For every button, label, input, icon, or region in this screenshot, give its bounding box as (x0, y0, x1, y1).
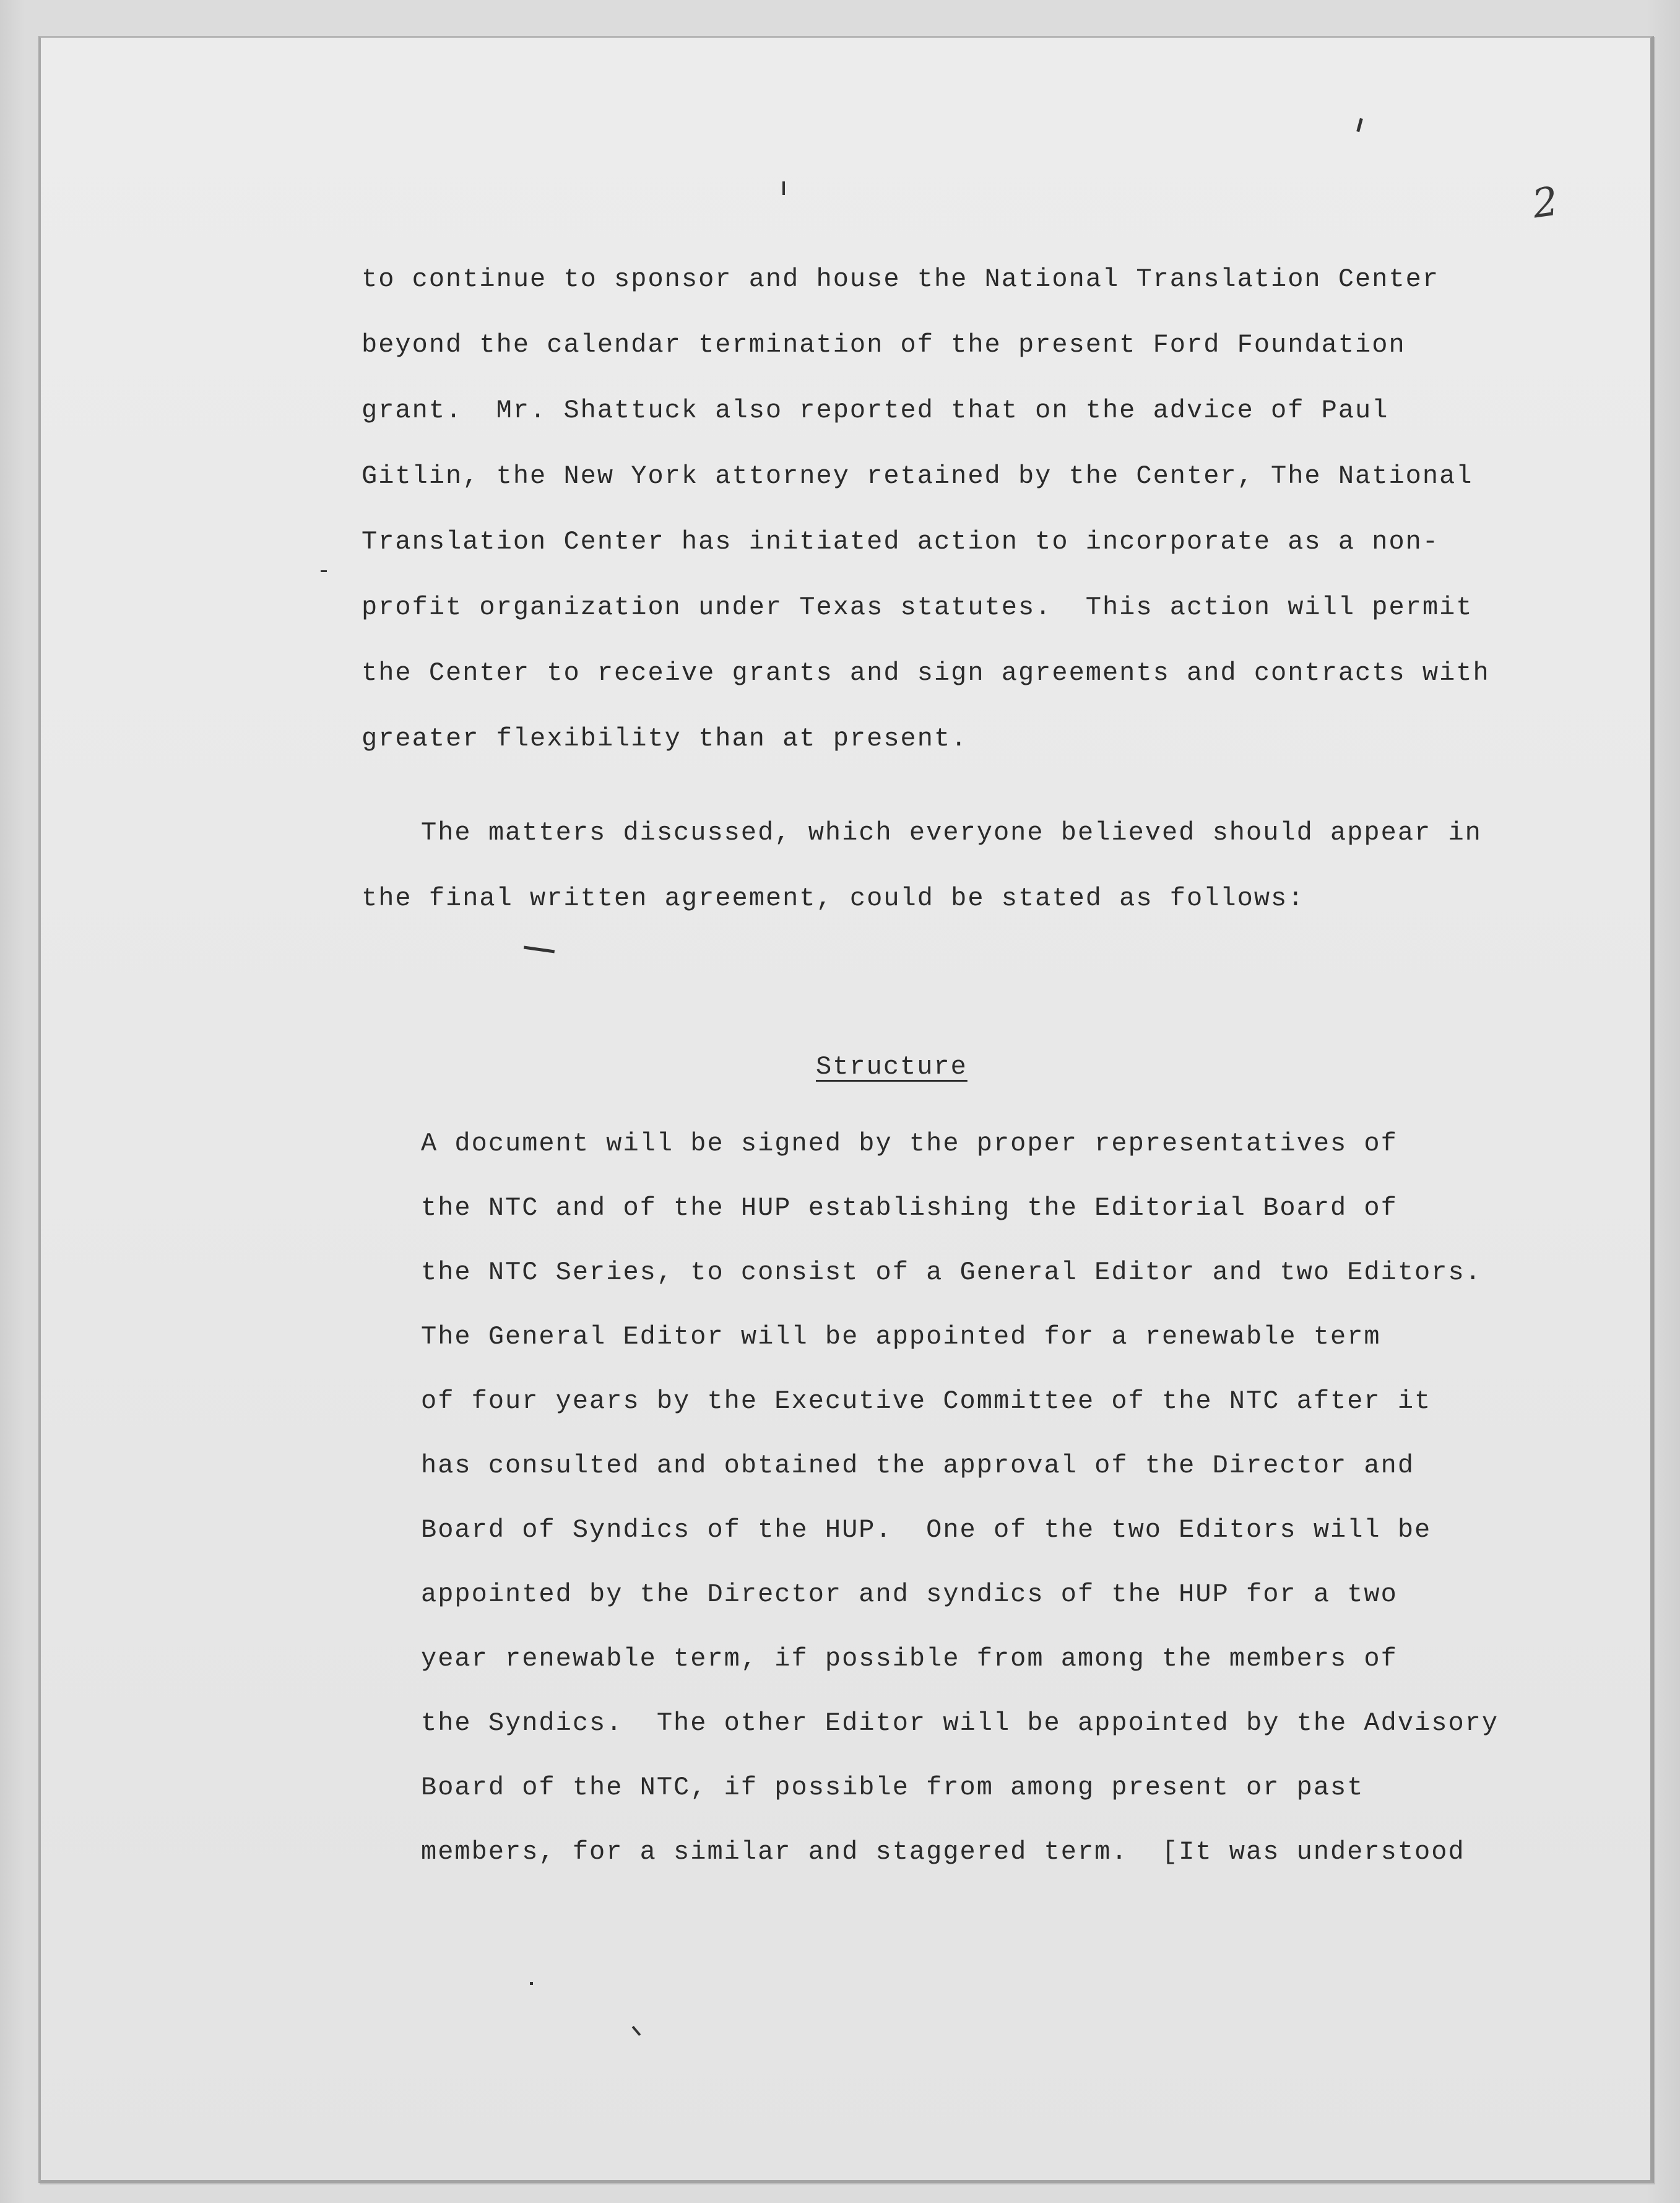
scan-mark (632, 2026, 641, 2036)
text-line: Gitlin, the New York attorney retained by the Center, The National (362, 461, 1473, 491)
text-line: Translation Center has initiated action to incorporate as a non- (362, 527, 1440, 557)
scan-mark (321, 570, 327, 572)
text-line: of four years by the Executive Committee of the NTC after it (421, 1386, 1432, 1416)
text-line: has consulted and obtained the approval of the Director and (421, 1451, 1415, 1480)
document-page (38, 36, 1654, 2183)
scan-mark (782, 181, 785, 195)
text-line: the final written agreement, could be stated as follows: (362, 884, 1305, 913)
text-line: appointed by the Director and syndics of the HUP for a two (421, 1579, 1398, 1609)
page-number: 2 (1530, 178, 1561, 228)
text-line: beyond the calendar termination of the present Ford Foundation (362, 330, 1406, 360)
scan-mark (530, 1982, 533, 1985)
text-line: profit organization under Texas statutes. This action will permit (362, 593, 1473, 622)
text-line: Board of the NTC, if possible from among present or past (421, 1773, 1364, 1802)
text-line: members, for a similar and staggered term. [It was understood (421, 1837, 1465, 1867)
text-line: The matters discussed, which everyone believed should appear in (421, 818, 1482, 848)
text-line: the Center to receive grants and sign agreements and contracts with (362, 658, 1490, 688)
text-line: greater flexibility than at present. (362, 724, 968, 754)
text-line: A document will be signed by the proper representatives of (421, 1129, 1398, 1158)
text-line: year renewable term, if possible from among the members of (421, 1644, 1398, 1674)
text-line: The General Editor will be appointed for a renewable term (421, 1322, 1381, 1352)
text-line: grant. Mr. Shattuck also reported that on the advice of Paul (362, 396, 1389, 425)
scan-mark (524, 946, 555, 954)
text-line: Board of Syndics of the HUP. One of the two Editors will be (421, 1515, 1432, 1545)
text-line: the NTC Series, to consist of a General Editor and two Editors. (421, 1258, 1482, 1287)
text-line: to continue to sponsor and house the National Translation Center (362, 264, 1440, 294)
scan-mark (1356, 118, 1363, 133)
text-line: the NTC and of the HUP establishing the Editorial Board of (421, 1193, 1398, 1223)
text-line: the Syndics. The other Editor will be appointed by the Advisory (421, 1708, 1499, 1738)
section-heading: Structure (816, 1052, 968, 1082)
